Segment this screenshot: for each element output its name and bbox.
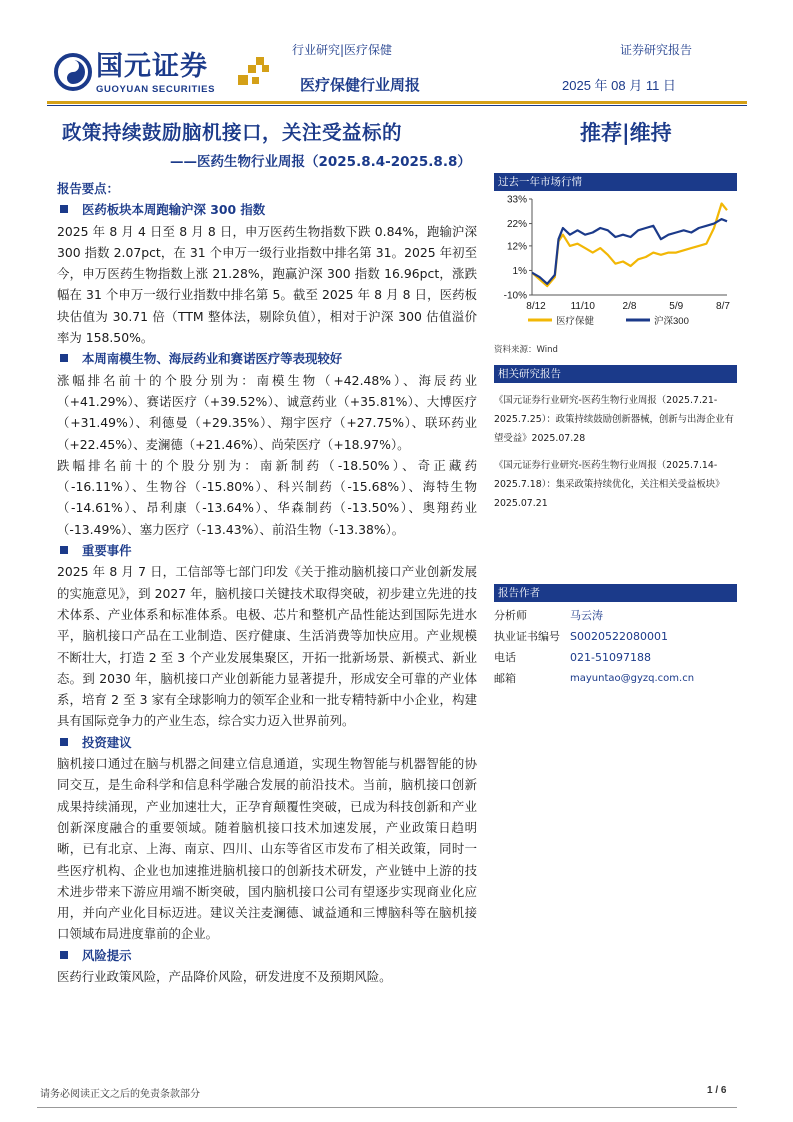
author-panel <box>494 584 737 689</box>
related-report-link[interactable]: 《国元证券行业研究-医药生物行业周报（2025.7.14-2025.7.18）：集采政策持续优化，关注相关受益板块》2025.07.21 <box>494 460 725 509</box>
header-divider-thin <box>47 105 747 106</box>
brand-name-cn: 国元证券 <box>96 51 208 82</box>
legend-label: 医疗保健 <box>556 316 595 327</box>
report-summary <box>57 178 477 987</box>
section-heading: 本周南模生物、海辰药业和赛诺医疗等表现较好 <box>57 348 477 369</box>
x-tick-label: 8/12 <box>526 301 546 312</box>
legend-label: 沪深300 <box>654 316 689 327</box>
section-paragraph: 涨幅排名前十的个股分别为：南模生物（+42.48%）、海辰药业（+41.29%）、赛诺医疗（+39.52%）、诚意药业（+35.81%）、大博医疗（+31.49%）、利德曼（+29.35%）、翔宇医疗（+27.75%）、联环药业（+22.45%）、麦澜德（+21.46%）、尚荣医疗（+18.97%）。 <box>57 372 477 452</box>
guoyuan-logo-icon <box>54 53 92 91</box>
x-tick-label: 11/10 <box>570 301 595 312</box>
x-tick-label: 8/7 <box>716 301 730 312</box>
section-paragraph: 脑机接口通过在脑与机器之间建立信息通道，实现生物智能与机器智能的协同交互，是生命科学和信息科学融合发展的前沿技术。当前，脑机接口创新成果持续涌现，产业加速壮大，正孕育颠覆性突破，已成为科技创新和产业创新深度融合的重要领域。随着脑机接口技术加速发展，产业政策日趋明晰，已有北京、上海、南京、四川、山东等省区市发布了相关政策，同时一些医疗机构、企业也加速推进脑机接口的创新技术研发，产业链中上游的技术进步带来下游应用端不断突破，国内脑机接口公司有望逐步实现商业化应用，并向产业化目标迈进。建议关注麦澜德、诚益通和三博脑科等在脑机接口领域布局进度靠前的企业。 <box>57 756 477 942</box>
report-category: 行业研究|医疗保健 <box>292 43 393 57</box>
market-chart <box>494 191 737 333</box>
header-divider <box>47 101 747 104</box>
brand-squares-icon <box>238 57 270 89</box>
x-tick-label: 2/8 <box>622 301 637 312</box>
y-tick-label: 12% <box>506 241 527 253</box>
series-line-healthcare <box>532 204 727 287</box>
brand-name-en: GUOYUAN SECURITIES <box>96 84 216 95</box>
bullet-icon <box>60 205 68 213</box>
bullet-icon <box>60 738 68 746</box>
related-panel <box>494 365 737 513</box>
section-paragraph: 跌幅排名前十的个股分别为：南新制药（-18.50%）、奇正藏药（-16.11%）、生物谷（-15.80%）、科兴制药（-15.68%）、海特生物（-14.61%）、昂利康（-13.64%）、华森制药（-13.50%）、奥翔药业（-13.49%）、塞力医疗（-13.43%）、前沿生物（-13.38%）。 <box>57 457 477 537</box>
footer-disclaimer: 请务必阅读正文之后的免责条款部分 <box>40 1089 200 1100</box>
section-paragraph: 2025 年 8 月 4 日至 8 月 8 日，申万医药生物指数下跌 0.84%，跑输沪深 300 指数 2.07pct，在 31 个申万一级行业指数中排名第 31。2025 年初至今，申万医药生物指数上涨 21.28%，跑赢沪深 300 指数 16.96pct，涨跌幅在 31 个申万一级行业指数中排名第 5。截至 2025 年 8 月 8 日，医药板块估值为 30.71 倍（TTM 整体法，剔除负值），相对于沪深 300 估值溢价率为 158.50%。 <box>57 223 477 346</box>
section-heading: 医药板块本周跑输沪深 300 指数 <box>57 199 477 220</box>
series-line-csi300 <box>532 219 727 284</box>
chart-source: 资料来源：Wind <box>494 345 558 355</box>
section-heading: 风险提示 <box>57 945 477 966</box>
author-row: 邮箱 mayuntao@gyzq.com.cn <box>494 668 737 689</box>
report-title: 政策持续鼓励脑机接口，关注受益标的 <box>62 121 403 144</box>
section-heading: 重要事件 <box>57 540 477 561</box>
chart-panel <box>494 173 737 355</box>
author-email-link[interactable]: mayuntao@gyzq.com.cn <box>570 673 695 684</box>
author-row: 分析师 马云涛 <box>494 609 603 622</box>
report-type: 证券研究报告 <box>620 43 693 57</box>
y-tick-label: 22% <box>506 219 527 231</box>
footer-divider <box>37 1107 737 1108</box>
report-date: 2025 年 08 月 11 日 <box>562 78 676 93</box>
x-tick-label: 5/9 <box>669 301 684 312</box>
bullet-icon <box>60 354 68 362</box>
weekly-name: 医疗保健行业周报 <box>300 76 421 94</box>
related-title: 相关研究报告 <box>494 365 737 383</box>
author-title: 报告作者 <box>494 584 737 602</box>
report-subtitle: ——医药生物行业周报（2025.8.4-2025.8.8） <box>170 154 471 170</box>
author-row: 电话 021-51097188 <box>494 651 651 664</box>
y-tick-label: -10% <box>503 290 527 302</box>
y-tick-label: 33% <box>506 194 527 206</box>
bullet-icon <box>60 951 68 959</box>
bullet-icon <box>60 546 68 554</box>
chart-title: 过去一年市场行情 <box>494 173 737 191</box>
author-row: 执业证书编号 S0020522080001 <box>494 630 668 643</box>
y-tick-label: 1% <box>512 265 527 277</box>
section-heading: 投资建议 <box>57 732 477 753</box>
rating-badge: 推荐|维持 <box>580 121 672 145</box>
summary-label: 报告要点： <box>57 181 119 196</box>
page-number: 1 / 6 <box>707 1085 727 1096</box>
section-paragraph: 2025 年 8 月 7 日，工信部等七部门印发《关于推动脑机接口产业创新发展的实施意见》，到 2027 年，脑机接口关键技术取得突破，初步建立先进的技术体系、产业体系和标准体系。电极、芯片和整机产品性能达到国际先进水平，脑机接口产品在工业制造、医疗健康、生活消费等加快应用。产业规模不断壮大，打造 2 至 3 个产业发展集聚区，开拓一批新场景、新模式、新业态。到 2030 年，脑机接口产业创新能力显著提升，形成安全可靠的产业体系，培育 2 至 3 家有全球影响力的领军企业和一批专精特新中小企业，构建具有国际竞争力的产业生态，综合实力迈入世界前列。 <box>57 564 477 729</box>
related-report-link[interactable]: 《国元证券行业研究-医药生物行业周报（2025.7.21-2025.7.25）：政策持续鼓励创新器械，创新与出海企业有望受益》2025.07.28 <box>494 395 734 444</box>
section-paragraph: 医药行业政策风险，产品降价风险，研发进度不及预期风险。 <box>57 968 392 984</box>
